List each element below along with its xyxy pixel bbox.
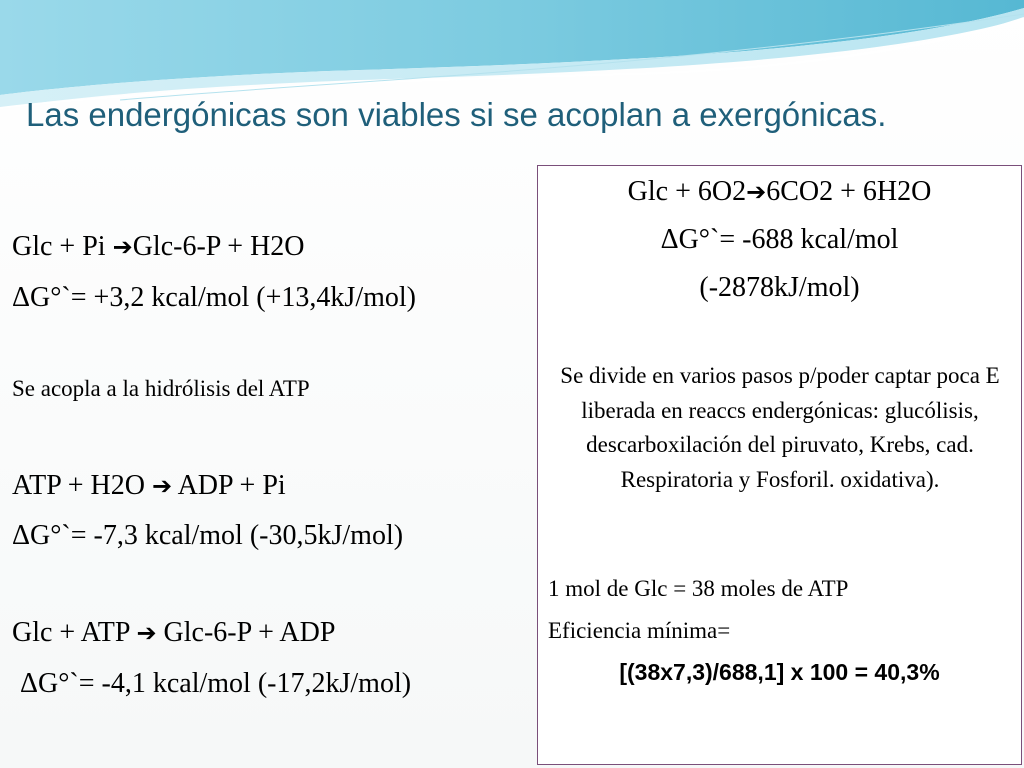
slide-title: Las endergónicas son viables si se acoplan a exergónicas. [26, 96, 887, 133]
efficiency-label: Eficiencia mínima= [548, 618, 731, 643]
reaction-glc-pi-reactants: Glc + Pi [12, 231, 113, 262]
steps-paragraph: Se divide en varios pasos p/poder captar poca E liberada en reaccs endergónicas: glucólisis, descarboxilación del piruvato, Krebs, cad. Respiratoria y Fosforil. oxidativa). [560, 363, 1000, 492]
reaction-glc-pi-dg: ΔG°`= +3,2 kcal/mol (+13,4kJ/mol) [12, 282, 416, 313]
right-arrow-icon: ➔ [136, 619, 157, 647]
glucose-oxidation-reactants: Glc + 6O2 [627, 176, 747, 207]
reaction-atp-hydrolysis-reactants: ATP + H2O [12, 470, 152, 501]
reaction-atp-hydrolysis-dg: ΔG°`= -7,3 kcal/mol (-30,5kJ/mol) [12, 520, 404, 551]
reaction-coupled-reactants: Glc + ATP [12, 617, 137, 648]
mol-atp-line: 1 mol de Glc = 38 moles de ATP [548, 576, 849, 601]
reaction-glc-pi-products: Glc-6-P + H2O [132, 231, 305, 262]
reaction-atp-hydrolysis-products: ADP + Pi [172, 470, 286, 501]
reaction-atp-hydrolysis [12, 470, 286, 502]
reaction-glc-pi [12, 231, 305, 263]
glucose-oxidation-products: 6CO2 + 6H2O [766, 176, 932, 207]
reaction-coupled [12, 617, 335, 649]
right-arrow-icon: ➔ [112, 233, 133, 261]
efficiency-formula: [(38x7,3)/688,1] x 100 = 40,3% [619, 659, 940, 685]
right-arrow-icon: ➔ [152, 472, 173, 500]
right-arrow-icon: ➔ [746, 178, 767, 206]
reaction-coupled-dg: ΔG°`= -4,1 kcal/mol (-17,2kJ/mol) [20, 668, 412, 699]
reaction-coupled-products: Glc-6-P + ADP [156, 617, 336, 648]
atp-coupling-note: Se acopla a la hidrólisis del ATP [12, 376, 310, 401]
glucose-oxidation-box [537, 165, 1022, 765]
glucose-oxidation-dg: ΔG°`= -688 kcal/mol [660, 224, 899, 255]
glucose-oxidation-kj: (-2878kJ/mol) [699, 272, 860, 303]
glucose-oxidation-equation [538, 176, 1021, 208]
